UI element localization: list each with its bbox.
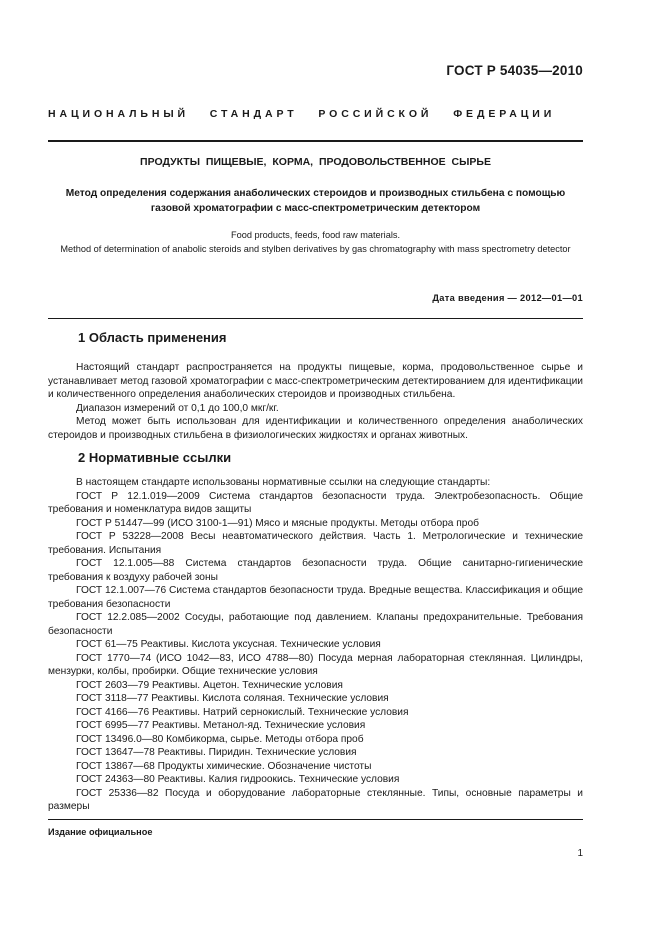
reference-item: ГОСТ 6995—77 Реактивы. Метанол-яд. Технические условия: [76, 720, 366, 731]
reference-item: ГОСТ 2603—79 Реактивы. Ацетон. Технические условия: [76, 679, 343, 691]
english-title: [60, 229, 571, 256]
reference-item: ГОСТ 24363—80 Реактивы. Калия гидроокись. Технические условия: [76, 774, 400, 785]
reference-item: ГОСТ 1770—74 (ИСО 1042—83, ИСО 4788—80) Посуда мерная лабораторная стеклянная. Цилиндры, мензурки, колбы, пробирки. Общие технические условия: [48, 652, 583, 677]
document-code: ГОСТ Р 54035—2010: [446, 63, 583, 78]
publication-note: Издание официальное: [48, 827, 153, 837]
reference-item: ГОСТ 13496.0—80 Комбикорма, сырье. Методы отбора проб: [76, 733, 364, 745]
paragraph: Метод может быть использован для идентификации и количественного определения анаболических стероидов и производных стильбена в физиологических жидкостях и органах животных.: [48, 416, 583, 441]
reference-item: ГОСТ Р 12.1.019—2009 Система стандартов безопасности труда. Электробезопасность. Общие требования и номенклатура видов защиты: [48, 490, 583, 515]
reference-item: ГОСТ 3118—77 Реактивы. Кислота соляная. Технические условия: [76, 693, 389, 704]
national-standard-banner: НАЦИОНАЛЬНЫЙ СТАНДАРТ РОССИЙСКОЙ ФЕДЕРАЦИИ: [48, 108, 556, 120]
section-body-scope: [48, 361, 583, 442]
reference-item: ГОСТ 12.2.085—2002 Сосуды, работающие под давлением. Клапаны предохранительные. Требования безопасности: [48, 612, 583, 637]
section-body-references: [48, 476, 583, 814]
reference-item: ГОСТ 25336—82 Посуда и оборудование лабораторные стеклянные. Типы, основные параметры и размеры: [48, 787, 583, 812]
document-title: ПРОДУКТЫ ПИЩЕВЫЕ, КОРМА, ПРОДОВОЛЬСТВЕННОЕ СЫРЬЕ: [140, 156, 491, 168]
paragraph: В настоящем стандарте использованы нормативные ссылки на следующие стандарты:: [76, 477, 491, 488]
paragraph: Диапазон измерений от 0,1 до 100,0 мкг/кг.: [76, 402, 279, 414]
section-heading-references: 2 Нормативные ссылки: [78, 450, 232, 465]
reference-item: ГОСТ Р 53228—2008 Весы неавтоматического действия. Часть 1. Метрологические и технические требования. Испытания: [48, 531, 583, 556]
reference-item: ГОСТ 12.1.007—76 Система стандартов безопасности труда. Вредные вещества. Классификация и общие требования безопасности: [48, 585, 583, 610]
reference-item: ГОСТ 13647—78 Реактивы. Пиридин. Технические условия: [76, 747, 357, 758]
reference-item: ГОСТ Р 51447—99 (ИСО 3100-1—91) Мясо и мясные продукты. Методы отбора проб: [76, 517, 479, 529]
english-title-line: Food products, feeds, food raw materials.: [230, 230, 401, 240]
english-title-line: Method of determination of anabolic steroids and stylben derivatives by gas chromatography with mass spectrometry detector: [60, 243, 571, 254]
reference-item: ГОСТ 61—75 Реактивы. Кислота уксусная. Технические условия: [76, 639, 381, 650]
reference-item: ГОСТ 13867—68 Продукты химические. Обозначение чистоты: [76, 760, 372, 772]
section-heading-scope: 1 Область применения: [78, 330, 227, 345]
reference-item: ГОСТ 4166—76 Реактивы. Натрий сернокислый. Технические условия: [76, 706, 409, 718]
footer-divider: [48, 819, 583, 820]
page-number: 1: [577, 848, 583, 859]
date-divider: [48, 318, 583, 319]
document-subtitle: Метод определения содержания анаболических стероидов и производных стильбена с помощью газовой хроматографии с масс-спектрометрическим детектором: [65, 188, 566, 214]
paragraph: Настоящий стандарт распространяется на продукты пищевые, корма, продовольственное сырье и устанавливает метод газовой хроматографии с масс-спектрометрическим детектированием для идентификации и количественного определения анаболических стероидов и производных стильбена.: [48, 362, 583, 400]
reference-item: ГОСТ 12.1.005—88 Система стандартов безопасности труда. Общие санитарно-гигиенические требования к воздуху рабочей зоны: [48, 558, 583, 583]
introduction-date: Дата введения — 2012—01—01: [432, 293, 583, 303]
header-divider: [48, 140, 583, 142]
